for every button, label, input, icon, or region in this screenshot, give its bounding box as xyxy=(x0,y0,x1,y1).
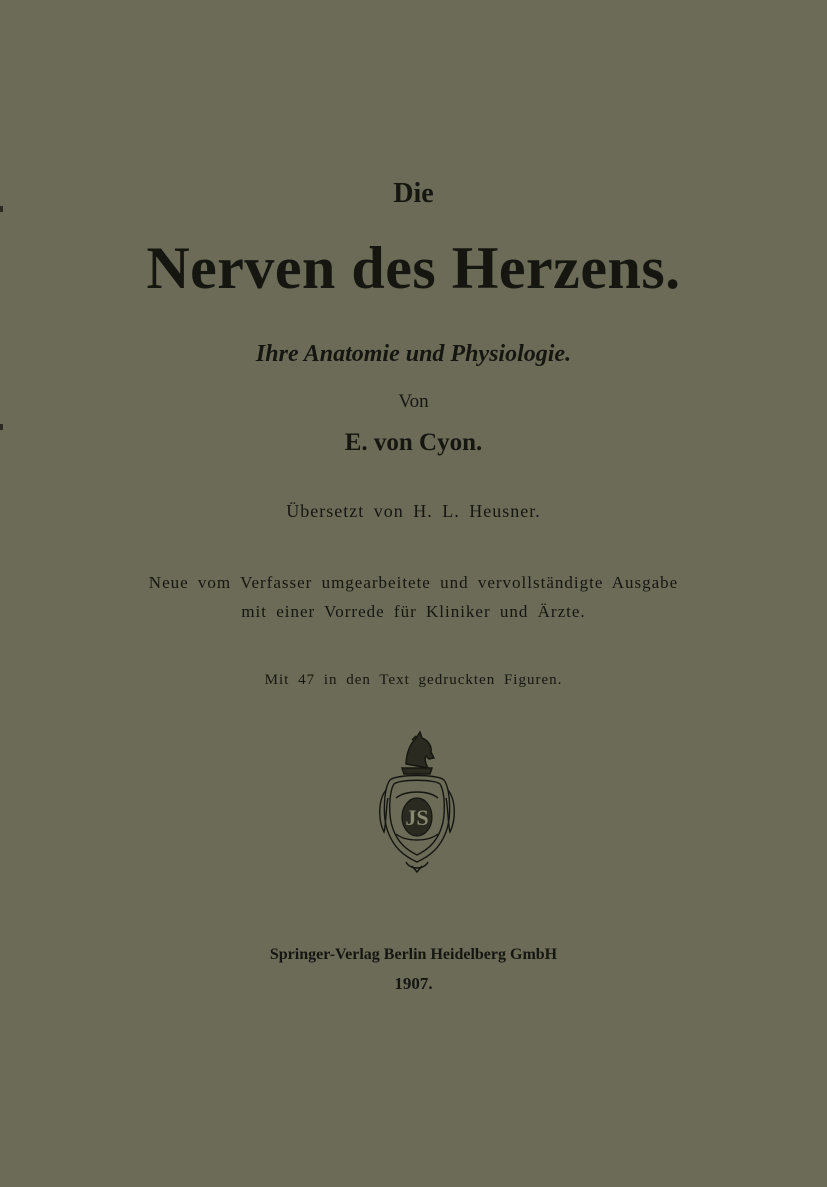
edition-note-line-1: Neue vom Verfasser umgearbeitete und vervollständigte Ausgabe xyxy=(148,573,679,592)
book-title: Nerven des Herzens. xyxy=(146,235,681,301)
translator-line: Übersetzt von H. L. Heusner. xyxy=(286,501,541,521)
edition-note-line-2: mit einer Vorrede für Kliniker und Ärzte. xyxy=(241,602,586,621)
book-subtitle: Ihre Anatomie und Physiologie. xyxy=(255,341,572,367)
publication-year: 1907. xyxy=(394,974,433,993)
publisher-name: Springer-Verlag Berlin Heidelberg GmbH xyxy=(269,946,558,963)
title-prefix: Die xyxy=(393,178,434,209)
by-label: Von xyxy=(398,391,429,412)
figures-note: Mit 47 in den Text gedruckten Figuren. xyxy=(264,672,563,688)
emblem-monogram: JS xyxy=(405,805,429,830)
springer-knight-emblem-icon xyxy=(376,728,458,874)
author-name: E. von Cyon. xyxy=(344,429,483,456)
